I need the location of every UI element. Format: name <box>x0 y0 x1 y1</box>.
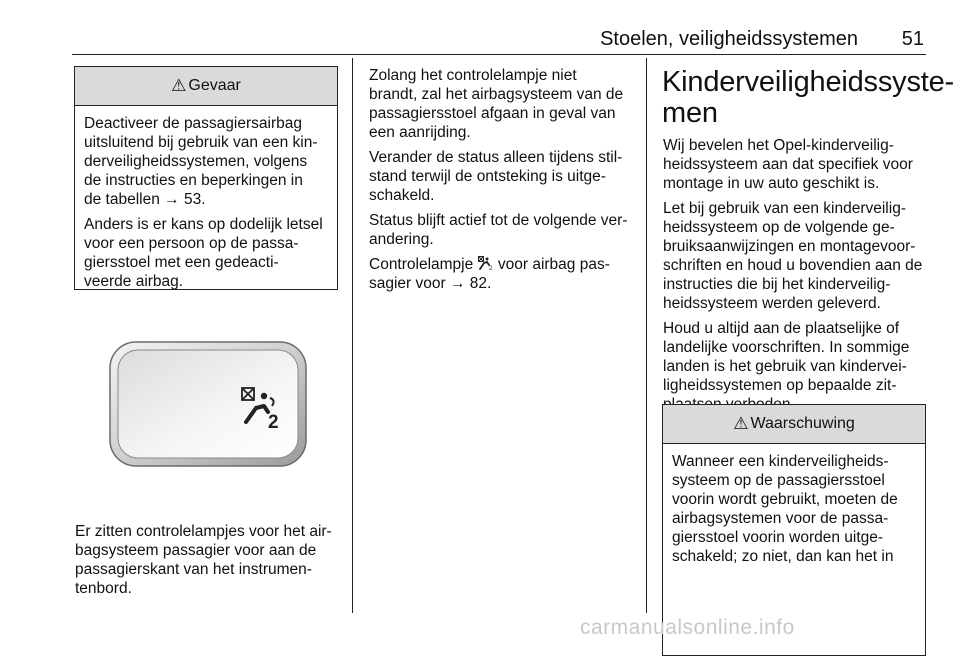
text-line: Er zitten controlelampjes voor het air- <box>75 523 332 540</box>
text-line: passagiersstoel afgaan in geval van <box>369 105 616 122</box>
column-divider-right <box>646 58 647 613</box>
text-line: landen is het gebruik van kindervei- <box>663 358 907 375</box>
button-face <box>118 350 298 458</box>
text-line: veerde airbag. <box>84 273 184 290</box>
paragraph <box>369 211 637 249</box>
text-line: andering. <box>369 231 434 248</box>
text-line: brandt, zal het airbagsysteem van de <box>369 86 624 103</box>
indicator-paragraph <box>369 255 637 293</box>
text-line: Wanneer een kinderveiligheids- <box>672 453 889 470</box>
text-line: schriften en houd u bovendien aan de <box>663 257 923 274</box>
danger-box <box>74 66 338 290</box>
watermark: carmanualsonline.info <box>580 616 795 639</box>
text-fragment: voor airbag pas- <box>497 256 610 273</box>
airbag-off-small-icon <box>478 256 494 270</box>
text-fragment: Controlelampje <box>369 256 474 273</box>
section-title <box>662 66 954 129</box>
text-line: derveiligheidssystemen, volgens <box>84 153 308 170</box>
text-line: systeem op de passagiersstoel <box>672 472 885 489</box>
indicator-button-illustration <box>74 300 338 508</box>
text-line: voorin wordt gebruikt, moeten de <box>672 491 898 508</box>
title-line: men <box>662 97 718 129</box>
danger-box-header <box>75 67 337 106</box>
title-line: Kinderveiligheidssyste- <box>662 66 954 98</box>
middle-column-text <box>369 66 637 299</box>
right-column-text <box>663 136 935 420</box>
text-line: schakeld. <box>369 187 435 204</box>
text-line: ligheidssystemen op bepaalde zit- <box>663 377 897 394</box>
paragraph <box>663 199 935 313</box>
text-line: heidssysteem werden geleverd. <box>663 295 881 312</box>
text-line: instructies die bij het kinderveilig- <box>663 276 891 293</box>
text-line: een aanrijding. <box>369 124 471 141</box>
text-line: Anders is er kans op dodelijk letsel <box>84 216 323 233</box>
paragraph <box>663 136 935 193</box>
text-line: Verander de status alleen tijdens stil- <box>369 149 623 166</box>
text-line: bruiksaanwijzingen en montagevoor- <box>663 238 916 255</box>
page-number: 51 <box>901 28 924 50</box>
text-line: montage in uw auto geschikt is. <box>663 175 880 192</box>
danger-box-body <box>75 106 337 305</box>
danger-paragraph <box>84 215 328 291</box>
text-line: de instructies en beperkingen in <box>84 172 303 189</box>
text-line: Deactiveer de passagiersairbag <box>84 115 302 132</box>
text-line: Let bij gebruik van een kinderveilig- <box>663 200 906 217</box>
warning-triangle-icon: ⚠ <box>733 414 749 433</box>
text-line: Houd u altijd aan de plaatselijke of <box>663 320 900 337</box>
text-line: passagierskant van het instrumen- <box>75 561 312 578</box>
text-line: sagier voor → 82. <box>369 275 492 292</box>
text-line: airbagsystemen voor de passa- <box>672 510 889 527</box>
text-line: voor een persoon op de passa- <box>84 235 299 252</box>
warning-box-header <box>663 405 925 444</box>
svg-text:2: 2 <box>488 266 492 270</box>
text-line: giersstoel met een gedeacti- <box>84 254 279 271</box>
warning-box-body <box>663 444 925 574</box>
svg-text:2: 2 <box>268 412 279 433</box>
danger-heading: Gevaar <box>188 77 241 94</box>
text-line: de tabellen → 53. <box>84 191 206 208</box>
text-line: Status blijft actief tot de volgende ver- <box>369 212 628 229</box>
text-line: bagsysteem passagier voor aan de <box>75 542 317 559</box>
text-line: landelijke voorschriften. In sommige <box>663 339 910 356</box>
text-line: stand terwijl de ontsteking is uitge- <box>369 168 606 185</box>
danger-paragraph <box>84 114 328 209</box>
text-line: giersstoel voorin worden uitge- <box>672 529 884 546</box>
text-line: schakeld; zo niet, dan kan het in <box>672 548 894 565</box>
text-line: heidssysteem aan dat specifiek voor <box>663 156 913 173</box>
figure-caption <box>75 522 345 598</box>
text-line: uitsluitend bij gebruik van een kin- <box>84 134 318 151</box>
header-title: Stoelen, veiligheidssystemen <box>600 28 858 50</box>
paragraph <box>369 66 637 142</box>
page-header <box>72 24 926 50</box>
paragraph <box>369 148 637 205</box>
text-line: Zolang het controlelampje niet <box>369 67 577 84</box>
text-line: Wij bevelen het Opel-kinderveilig- <box>663 137 894 154</box>
column-divider-left <box>352 58 353 613</box>
header-rule <box>72 54 926 55</box>
warning-triangle-icon: ⚠ <box>171 76 187 95</box>
warning-heading: Waarschuwing <box>750 415 855 432</box>
indicator-figure <box>74 300 338 508</box>
text-line: tenbord. <box>75 580 132 597</box>
paragraph <box>663 319 935 414</box>
text-line: heidssysteem op de volgende ge- <box>663 219 895 236</box>
